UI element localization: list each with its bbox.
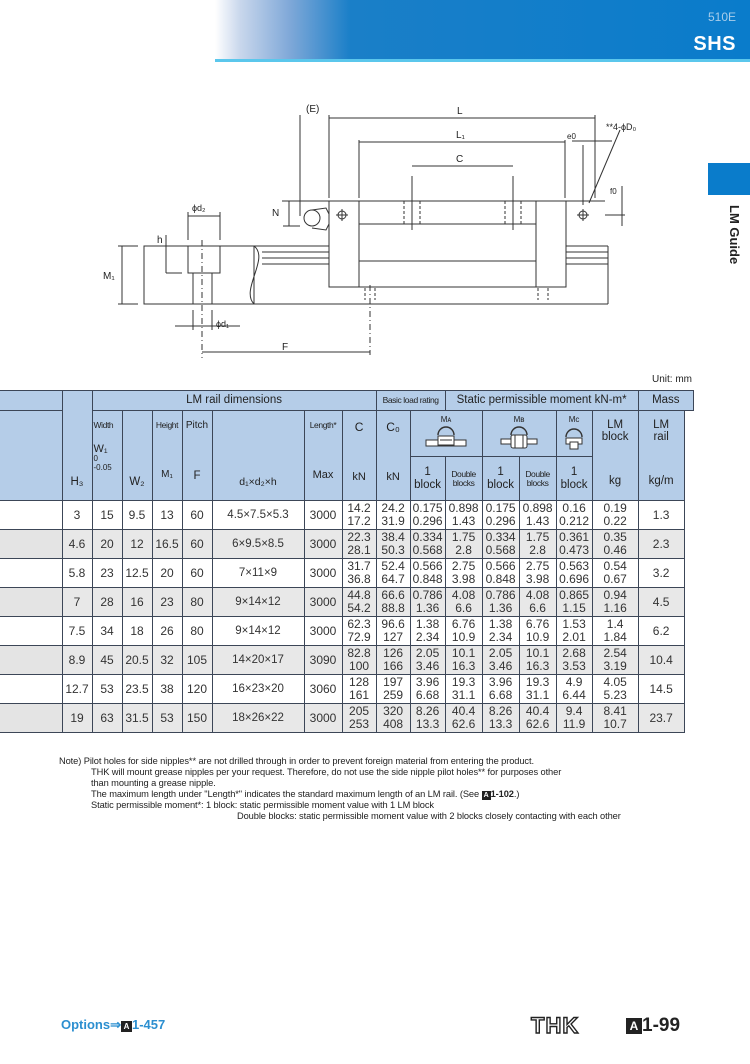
dim-L1: L₁	[456, 130, 465, 141]
cell-d: 9×14×12	[212, 588, 304, 617]
cell-MA1: 3.96 6.68	[410, 675, 445, 704]
cell-C: 22.3 28.1	[342, 530, 376, 559]
page-number: A 1-99	[626, 1015, 680, 1037]
table-row	[0, 588, 694, 617]
cell-MB1: 0.334 0.568	[482, 530, 519, 559]
model-cell	[0, 501, 62, 530]
cell-max: 3000	[304, 617, 342, 646]
cell-W1: 63	[92, 704, 122, 733]
cell-MC1: 0.563 0.696	[556, 559, 592, 588]
cell-MA2: 0.898 1.43	[445, 501, 482, 530]
svg-text:THK: THK	[531, 1014, 580, 1036]
cell-M1: 38	[152, 675, 182, 704]
cell-block_kg: 2.54 3.19	[592, 646, 638, 675]
cell-MA2: 1.75 2.8	[445, 530, 482, 559]
cell-C0: 197 259	[376, 675, 410, 704]
cell-MC1: 0.361 0.473	[556, 530, 592, 559]
cell-block_kg: 0.54 0.67	[592, 559, 638, 588]
dim-e0: e0	[567, 132, 576, 141]
dim-f0: f0	[610, 187, 617, 196]
col-MB-double: Double blocks	[519, 457, 556, 501]
cell-MB1: 3.96 6.68	[482, 675, 519, 704]
col-W1: Width W₁ 0 -0.05	[92, 411, 122, 501]
cell-C: 44.8 54.2	[342, 588, 376, 617]
moment-mb-icon	[497, 425, 541, 451]
cell-rail_kgm: 23.7	[638, 704, 684, 733]
cell-W2: 31.5	[122, 704, 152, 733]
cell-M1: 53	[152, 704, 182, 733]
cell-MB2: 40.4 62.6	[519, 704, 556, 733]
model-col-header-body	[0, 411, 62, 501]
cell-C0: 96.6 127	[376, 617, 410, 646]
cell-rail_kgm: 14.5	[638, 675, 684, 704]
cell-C: 62.3 72.9	[342, 617, 376, 646]
col-MA: Mᴀ	[410, 411, 482, 457]
moment-mc-icon	[563, 425, 585, 451]
cell-H3: 4.6	[62, 530, 92, 559]
cell-F: 105	[182, 646, 212, 675]
dim-d2: ϕd₂	[192, 203, 206, 213]
cell-d: 18×26×22	[212, 704, 304, 733]
dim-N: N	[272, 208, 280, 219]
ref-box-icon: A	[121, 1021, 132, 1032]
cell-d: 16×23×20	[212, 675, 304, 704]
cell-F: 150	[182, 704, 212, 733]
note-line-2: THK will mount grease nipples per your request. Therefore, do not use the side nipple pilot holes** for purposes other	[91, 767, 562, 777]
cell-W2: 12	[122, 530, 152, 559]
cell-W2: 23.5	[122, 675, 152, 704]
cell-max: 3060	[304, 675, 342, 704]
cell-F: 80	[182, 588, 212, 617]
dim-L: L	[457, 106, 463, 117]
cell-H3: 7.5	[62, 617, 92, 646]
cell-MC1: 0.865 1.15	[556, 588, 592, 617]
cell-M1: 26	[152, 617, 182, 646]
group-mass: Mass	[638, 391, 693, 411]
cell-d: 7×11×9	[212, 559, 304, 588]
cell-block_kg: 4.05 5.23	[592, 675, 638, 704]
note-line-5: Static permissible moment*: 1 block: static permissible moment value with 1 LM block	[91, 800, 434, 810]
cell-MA1: 0.175 0.296	[410, 501, 445, 530]
thk-logo	[530, 1014, 596, 1036]
table-row	[0, 559, 694, 588]
cell-block_kg: 0.19 0.22	[592, 501, 638, 530]
series-title: SHS	[693, 33, 736, 55]
cell-MA1: 8.26 13.3	[410, 704, 445, 733]
cell-H3: 3	[62, 501, 92, 530]
cell-C: 205 253	[342, 704, 376, 733]
cell-M1: 32	[152, 646, 182, 675]
cell-block_kg: 0.94 1.16	[592, 588, 638, 617]
cell-MB1: 2.05 3.46	[482, 646, 519, 675]
cell-MA1: 0.334 0.568	[410, 530, 445, 559]
table-row	[0, 501, 694, 530]
col-C: C kN	[342, 411, 376, 501]
ref-box-icon: A	[482, 791, 491, 800]
cell-MB1: 0.175 0.296	[482, 501, 519, 530]
cell-MB1: 8.26 13.3	[482, 704, 519, 733]
cell-C0: 24.2 31.9	[376, 501, 410, 530]
cell-d: 9×14×12	[212, 617, 304, 646]
col-C0: C₀ kN	[376, 411, 410, 501]
cell-MB2: 4.08 6.6	[519, 588, 556, 617]
cell-MB1: 1.38 2.34	[482, 617, 519, 646]
cell-MA1: 1.38 2.34	[410, 617, 445, 646]
notes	[60, 756, 750, 822]
cell-block_kg: 1.4 1.84	[592, 617, 638, 646]
dim-d1: ϕd₁	[216, 319, 230, 329]
cell-MA2: 40.4 62.6	[445, 704, 482, 733]
cell-W1: 15	[92, 501, 122, 530]
header-accent-line	[215, 59, 750, 62]
cell-W2: 9.5	[122, 501, 152, 530]
cell-MB1: 0.786 1.36	[482, 588, 519, 617]
col-rail-mass: LM rail kg/m	[638, 411, 684, 501]
cell-MB1: 0.566 0.848	[482, 559, 519, 588]
dim-C: C	[456, 154, 464, 165]
cell-C0: 66.6 88.8	[376, 588, 410, 617]
cell-H3: 5.8	[62, 559, 92, 588]
note-line-3: than mounting a grease nipple.	[91, 778, 216, 788]
group-load-rating: Basic load rating	[376, 391, 445, 411]
cell-rail_kgm: 6.2	[638, 617, 684, 646]
cell-H3: 19	[62, 704, 92, 733]
model-cell	[0, 617, 62, 646]
note-line-4: The maximum length under "Length*" indicates the standard maximum length of an LM rail. (See A 1-102.)	[91, 789, 520, 799]
options-link[interactable]: Options⇒ A 1-457	[61, 1017, 166, 1032]
cell-C: 14.2 17.2	[342, 501, 376, 530]
cell-F: 120	[182, 675, 212, 704]
cell-MB2: 1.75 2.8	[519, 530, 556, 559]
cell-d: 4.5×7.5×5.3	[212, 501, 304, 530]
model-cell	[0, 704, 62, 733]
cell-MC1: 4.9 6.44	[556, 675, 592, 704]
cell-M1: 13	[152, 501, 182, 530]
col-MC: Mᴄ	[556, 411, 592, 457]
cell-MA2: 19.3 31.1	[445, 675, 482, 704]
col-MB-1block: 1 block	[482, 457, 519, 501]
unit-label: Unit: mm	[652, 374, 692, 385]
cell-rail_kgm: 1.3	[638, 501, 684, 530]
cell-d: 14×20×17	[212, 646, 304, 675]
section-tab-label: LM Guide	[727, 205, 742, 265]
col-MA-double: Double blocks	[445, 457, 482, 501]
group-rail-dimensions: LM rail dimensions	[92, 391, 376, 411]
cell-C0: 38.4 50.3	[376, 530, 410, 559]
col-H3: H₃	[62, 391, 92, 501]
cell-F: 80	[182, 617, 212, 646]
cell-H3: 12.7	[62, 675, 92, 704]
cell-M1: 16.5	[152, 530, 182, 559]
cell-MA1: 2.05 3.46	[410, 646, 445, 675]
dim-F: F	[282, 342, 289, 353]
cell-MC1: 0.16 0.212	[556, 501, 592, 530]
spec-table	[0, 390, 694, 733]
length-ref-link[interactable]: 1-102	[490, 789, 514, 799]
model-cell	[0, 646, 62, 675]
ref-box-icon: A	[626, 1018, 642, 1034]
cell-max: 3000	[304, 588, 342, 617]
table-row	[0, 530, 694, 559]
cell-W1: 53	[92, 675, 122, 704]
cell-block_kg: 8.41 10.7	[592, 704, 638, 733]
cell-MB2: 2.75 3.98	[519, 559, 556, 588]
cell-W1: 34	[92, 617, 122, 646]
col-block-mass: LM block kg	[592, 411, 638, 501]
cell-d: 6×9.5×8.5	[212, 530, 304, 559]
cell-MB2: 0.898 1.43	[519, 501, 556, 530]
header-band	[0, 0, 750, 60]
group-static-moment: Static permissible moment kN-m*	[445, 391, 638, 411]
cell-C0: 52.4 64.7	[376, 559, 410, 588]
cell-W2: 16	[122, 588, 152, 617]
col-M1: Height M₁	[152, 411, 182, 501]
cell-MA2: 10.1 16.3	[445, 646, 482, 675]
cell-MC1: 2.68 3.53	[556, 646, 592, 675]
cell-MA1: 0.786 1.36	[410, 588, 445, 617]
cell-W1: 45	[92, 646, 122, 675]
cell-C: 128 161	[342, 675, 376, 704]
cell-MA2: 2.75 3.98	[445, 559, 482, 588]
cell-block_kg: 0.35 0.46	[592, 530, 638, 559]
col-MC-1block: 1 block	[556, 457, 592, 501]
cell-H3: 8.9	[62, 646, 92, 675]
model-cell	[0, 530, 62, 559]
cell-max: 3000	[304, 559, 342, 588]
cell-max: 3090	[304, 646, 342, 675]
cell-C: 82.8 100	[342, 646, 376, 675]
cell-F: 60	[182, 501, 212, 530]
cell-MB2: 6.76 10.9	[519, 617, 556, 646]
cell-W2: 12.5	[122, 559, 152, 588]
col-d1d2h: d₁×d₂×h	[212, 411, 304, 501]
cell-max: 3000	[304, 501, 342, 530]
cell-MB2: 10.1 16.3	[519, 646, 556, 675]
cell-M1: 20	[152, 559, 182, 588]
cell-rail_kgm: 4.5	[638, 588, 684, 617]
cell-rail_kgm: 3.2	[638, 559, 684, 588]
cell-max: 3000	[304, 704, 342, 733]
dim-D0: **4-ϕD₀	[606, 122, 637, 132]
dim-E: (E)	[306, 104, 320, 115]
model-col-header	[0, 391, 62, 411]
table-row	[0, 646, 694, 675]
col-W2: W₂	[122, 411, 152, 501]
cell-MA1: 0.566 0.848	[410, 559, 445, 588]
table-row	[0, 675, 694, 704]
cell-W2: 18	[122, 617, 152, 646]
col-F: Pitch F	[182, 411, 212, 501]
dim-M1: M₁	[103, 271, 115, 282]
cell-MC1: 1.53 2.01	[556, 617, 592, 646]
note-line-1: Note) Pilot holes for side nipples** are not drilled through in order to prevent foreign material from entering the product.	[59, 756, 534, 766]
moment-ma-icon	[424, 425, 468, 451]
cell-rail_kgm: 2.3	[638, 530, 684, 559]
cell-F: 60	[182, 530, 212, 559]
cell-W2: 20.5	[122, 646, 152, 675]
cell-W1: 28	[92, 588, 122, 617]
cell-MB2: 19.3 31.1	[519, 675, 556, 704]
cell-MA2: 6.76 10.9	[445, 617, 482, 646]
cell-C0: 126 166	[376, 646, 410, 675]
lm-guide-drawing	[0, 90, 700, 370]
cell-max: 3000	[304, 530, 342, 559]
model-cell	[0, 588, 62, 617]
cell-C0: 320 408	[376, 704, 410, 733]
page-code: 510E	[707, 10, 736, 24]
col-MB: Mʙ	[482, 411, 556, 457]
cell-MA2: 4.08 6.6	[445, 588, 482, 617]
col-length-max: Length* Max	[304, 411, 342, 501]
model-cell	[0, 559, 62, 588]
cell-rail_kgm: 10.4	[638, 646, 684, 675]
cell-H3: 7	[62, 588, 92, 617]
col-MA-1block: 1 block	[410, 457, 445, 501]
cell-C: 31.7 36.8	[342, 559, 376, 588]
cell-M1: 23	[152, 588, 182, 617]
cell-W1: 23	[92, 559, 122, 588]
table-row	[0, 617, 694, 646]
cell-W1: 20	[92, 530, 122, 559]
dim-h: h	[157, 235, 163, 246]
cell-F: 60	[182, 559, 212, 588]
note-line-6: Double blocks: static permissible moment value with 2 blocks closely contacting with each other	[237, 811, 621, 821]
cell-MC1: 9.4 11.9	[556, 704, 592, 733]
section-tab[interactable]	[708, 163, 750, 195]
model-cell	[0, 675, 62, 704]
table-row	[0, 704, 694, 733]
